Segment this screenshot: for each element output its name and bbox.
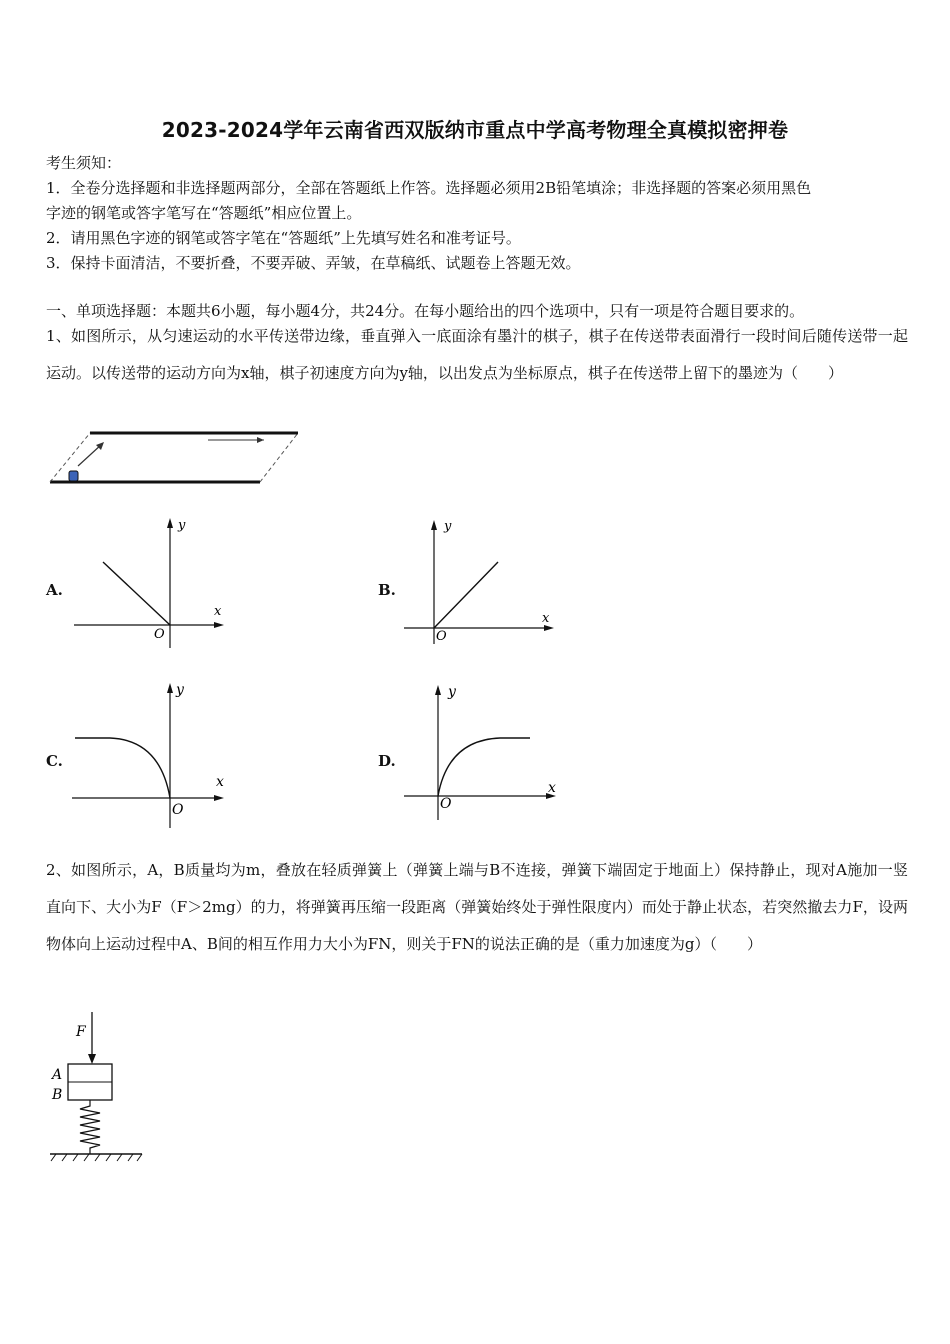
option-b-label: B. bbox=[378, 581, 396, 599]
y-axis-label: y bbox=[444, 519, 452, 534]
notice-heading: 考生须知： bbox=[46, 154, 122, 172]
x-axis-label: x bbox=[548, 780, 556, 796]
question-2-text: 2、如图所示，A，B质量均为m，叠放在轻质弹簧上（弹簧上端与B不连接，弹簧下端固定于地面上）保持静止，现对A施加一竖直向下、大小为F（F＞2mg）的力，将弹簧再压缩一段距离（弹簧始终处于弹性限度内）而处于静止状态，若突然撤去力F，设两物体向上运动过程中A、B间的相互作用力大小为FN，则关于FN的说法正确的是（重力加速度为g）（ ） bbox=[46, 861, 908, 953]
x-axis-label: x bbox=[542, 611, 550, 626]
option-c-label: C. bbox=[46, 752, 63, 770]
x-axis-label: x bbox=[216, 774, 224, 790]
y-axis-label: y bbox=[176, 682, 184, 698]
option-c-graph bbox=[70, 678, 240, 830]
y-axis-label: y bbox=[448, 684, 456, 700]
origin-label: O bbox=[172, 802, 184, 818]
section-heading: 一、单项选择题：本题共6小题，每小题4分，共24分。在每小题给出的四个选项中，只有一项是符合题目要求的。 bbox=[46, 302, 805, 320]
question-1-text: 1、如图所示，从匀速运动的水平传送带边缘，垂直弹入一底面涂有墨汁的棋子，棋子在传送带表面滑行一段时间后随传送带一起运动。以传送带的运动方向为x轴，棋子初速度方向为y轴，以出发点为坐标原点，棋子在传送带上留下的墨迹为（ ） bbox=[46, 327, 908, 382]
force-label: F bbox=[76, 1024, 86, 1040]
x-axis-label: x bbox=[214, 604, 222, 619]
option-d-graph bbox=[402, 680, 572, 830]
option-a-graph bbox=[70, 512, 240, 652]
spring bbox=[80, 1100, 100, 1154]
notice-item: 1．全卷分选择题和非选择题两部分，全部在答题纸上作答。选择题必须用2B铅笔填涂；非选择题的答案必须用黑色 bbox=[46, 179, 812, 197]
notice-item: 字迹的钢笔或答字笔写在“答题纸”相应位置上。 bbox=[46, 204, 362, 222]
notice-item: 3．保持卡面清洁，不要折叠，不要弄破、弄皱，在草稿纸、试题卷上答题无效。 bbox=[46, 254, 581, 272]
conveyor-belt-figure bbox=[46, 428, 306, 488]
notice-item: 2．请用黑色字迹的钢笔或答字笔在“答题纸”上先填写姓名和准考证号。 bbox=[46, 229, 521, 247]
trace-curve bbox=[75, 738, 170, 798]
y-axis-label: y bbox=[178, 518, 186, 533]
page-title: 2023-2024学年云南省西双版纳市重点中学高考物理全真模拟密押卷 bbox=[161, 118, 789, 142]
trace-line bbox=[103, 562, 170, 625]
origin-label: O bbox=[436, 629, 447, 644]
trace-curve bbox=[438, 738, 530, 796]
trace-line bbox=[434, 562, 498, 628]
block-b-label: B bbox=[52, 1087, 63, 1103]
block-a-label: A bbox=[52, 1067, 63, 1083]
spring-blocks-figure bbox=[46, 1008, 156, 1168]
option-a-label: A. bbox=[46, 581, 63, 599]
origin-label: O bbox=[154, 627, 165, 642]
origin-label: O bbox=[440, 796, 452, 812]
option-b-graph bbox=[402, 514, 572, 654]
option-d-label: D. bbox=[378, 752, 396, 770]
